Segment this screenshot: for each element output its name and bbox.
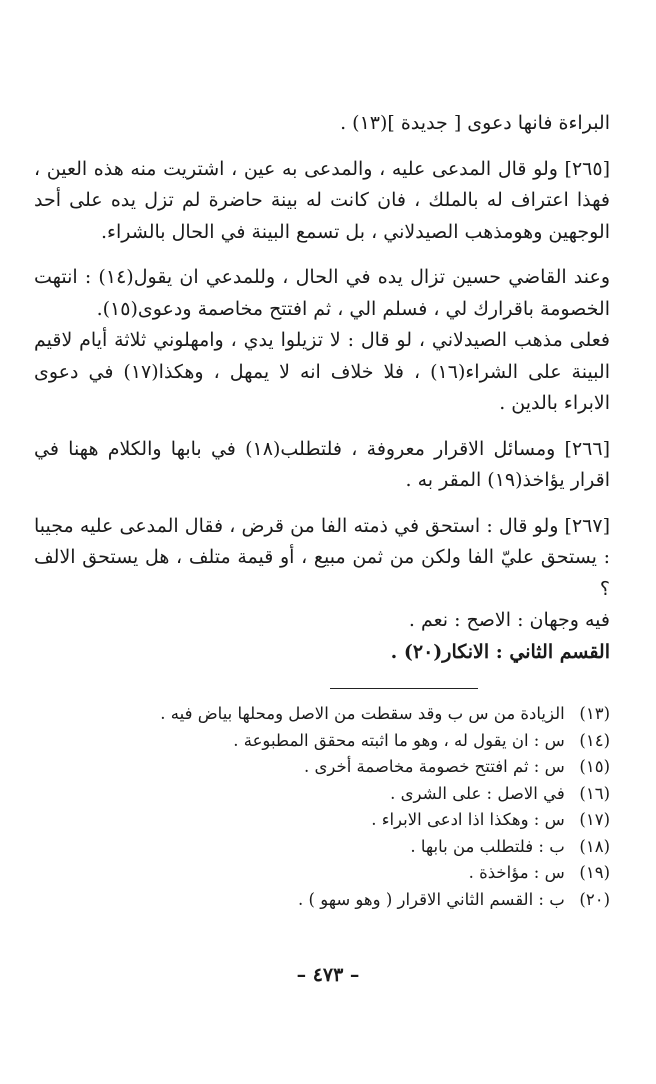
footnote-item — [34, 834, 610, 861]
footnote-number: (١٦) — [579, 783, 610, 803]
paragraph-265: [٢٦٥] ولو قال المدعى عليه ، والمدعى به عين ، اشتريت منه هذه العين ، فهذا اعتراف له بالملك ، فان كانت له بينة حاضرة لم تزل يده على أحد الوجهين وهومذهب الصيدلاني ، بل تسمع البينة في الحال بالشراء. — [34, 157, 610, 243]
footnote-item — [34, 807, 610, 834]
footnote-number: (١٣) — [579, 704, 610, 723]
footnote-text: س : ثم افتتح خصومة مخاصمة أخرى . — [304, 757, 565, 776]
paragraph-1: البراءة فانها دعوى [ جديدة ](١٣) . — [340, 112, 610, 134]
footnote-text: س : ان يقول له ، وهو ما اثبته محقق المطبوعة . — [233, 730, 565, 750]
paragraph-267: [٢٦٧] ولو قال : استحق في ذمته الفا من قرض ، فقال المدعى عليه مجيبا : يستحق عليّ الفا ولكن من ثمن مبيع ، أو قيمة متلف ، هل يستحق الالف ؟ — [34, 514, 610, 600]
footnote-number: (١٧) — [579, 810, 610, 829]
section-heading-denial: القسم الثاني : الانكار(٢٠) . — [390, 640, 610, 663]
footnotes-list — [34, 701, 610, 913]
paragraph-266: [٢٦٦] ومسائل الاقرار معروفة ، فلتطلب(١٨) في بابها والكلام ههنا في اقرار يؤاخذ(١٩) المقر به . — [34, 437, 610, 491]
footnote-text: س : وهكذا اذا ادعى الابراء . — [371, 810, 565, 829]
paragraph-saydalani: فعلى مذهب الصيدلاني ، لو قال : لا تزيلوا يدي ، وامهلوني ثلاثة أيام لاقيم البينة على الشراء(١٦) ، فلا خلاف انه لا يمهل ، وهكذا(١٧) في دعوى الابراء بالدين . — [34, 329, 610, 414]
footnote-number: (١٥) — [579, 757, 610, 776]
footnote-item — [34, 781, 610, 808]
footnote-item — [34, 887, 610, 914]
footnote-divider — [330, 688, 478, 689]
footnote-text: ب : فلتطلب من بابها . — [410, 836, 565, 856]
footnote-text: س : مؤاخذة . — [468, 863, 565, 882]
footnote-item — [34, 701, 610, 728]
footnote-item — [34, 754, 610, 781]
footnote-number: (١٨) — [579, 836, 610, 856]
paragraph-qadi-husayn: وعند القاضي حسين تزال يده في الحال ، وللمدعي ان يقول(١٤) : انتهت الخصومة باقرارك لي ، فسلم الي ، ثم افتتح مخاصمة ودعوى(١٥). — [34, 266, 611, 320]
footnote-item — [34, 728, 610, 755]
footnote-number: (١٤) — [579, 730, 610, 750]
footnote-number: (١٩) — [579, 863, 610, 882]
footnote-text: ب : القسم الثاني الاقرار ( وهو سهو ) . — [298, 889, 565, 909]
page-number: – ٤٧٣ – — [296, 964, 360, 986]
footnote-number: (٢٠) — [579, 889, 610, 909]
page-body — [34, 108, 610, 913]
footnote-text: الزيادة من س ب وقد سقطت من الاصل ومحلها بياض فيه . — [160, 704, 565, 723]
paragraph-two-views: فيه وجهان : الاصح : نعم . — [408, 609, 610, 631]
footnote-item — [34, 860, 610, 887]
footnote-text: في الاصل : على الشرى . — [390, 783, 565, 803]
